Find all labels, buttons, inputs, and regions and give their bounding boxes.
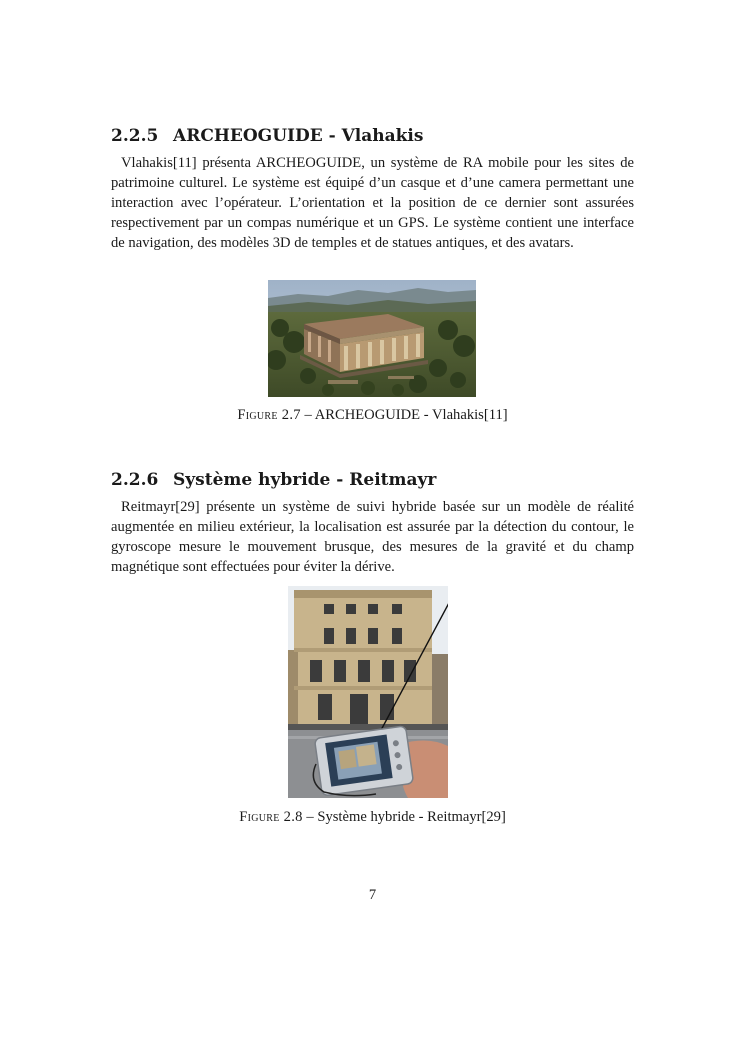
section-heading-2-2-6 <box>111 470 436 490</box>
section-title: Système hybride - Reitmayr <box>173 470 437 490</box>
section-paragraph: Reitmayr[29] présente un système de suivi hybride basée sur un modèle de réalité augmentée en milieu extérieur, la localisation est assurée par la détection du contour, le gyroscope mesure le mouvement brusque, des mesures de la gravité et du champ magnétique sont effectuées pour éviter la dérive. <box>111 499 634 576</box>
caption-text: ARCHEOGUIDE - Vlahakis[11] <box>314 407 508 423</box>
archeoguide-temple-image <box>268 280 476 397</box>
hybrid-tracking-image <box>288 586 448 798</box>
figure-caption-2-7 <box>111 406 634 424</box>
section-number: 2.2.6 <box>111 470 159 490</box>
section-paragraph: Vlahakis[11] présenta ARCHEOGUIDE, un système de RA mobile pour les sites de patrimoine culturel. Le système est équipé d’un casque et d’une camera permettant une interaction avec l’opérateur. L’orientation et la position de ce dernier sont assurées respectivement par un compas numérique et un GPS. Le système contient une interface de navigation, des modèles 3D de temples et de statues antiques, et des avatars. <box>111 155 634 252</box>
caption-separator: – <box>300 407 315 423</box>
section-title: ARCHEOGUIDE - Vlahakis <box>173 126 424 146</box>
figure-label: Figure 2.8 <box>239 809 303 825</box>
section-heading-2-2-5 <box>111 126 423 146</box>
section-number: 2.2.5 <box>111 126 159 146</box>
caption-text: Système hybride - Reitmayr[29] <box>317 809 506 825</box>
figure-label: Figure 2.7 <box>237 407 301 423</box>
caption-separator: – <box>302 809 318 825</box>
page-number: 7 <box>368 887 377 903</box>
figure-caption-2-8 <box>111 808 634 826</box>
